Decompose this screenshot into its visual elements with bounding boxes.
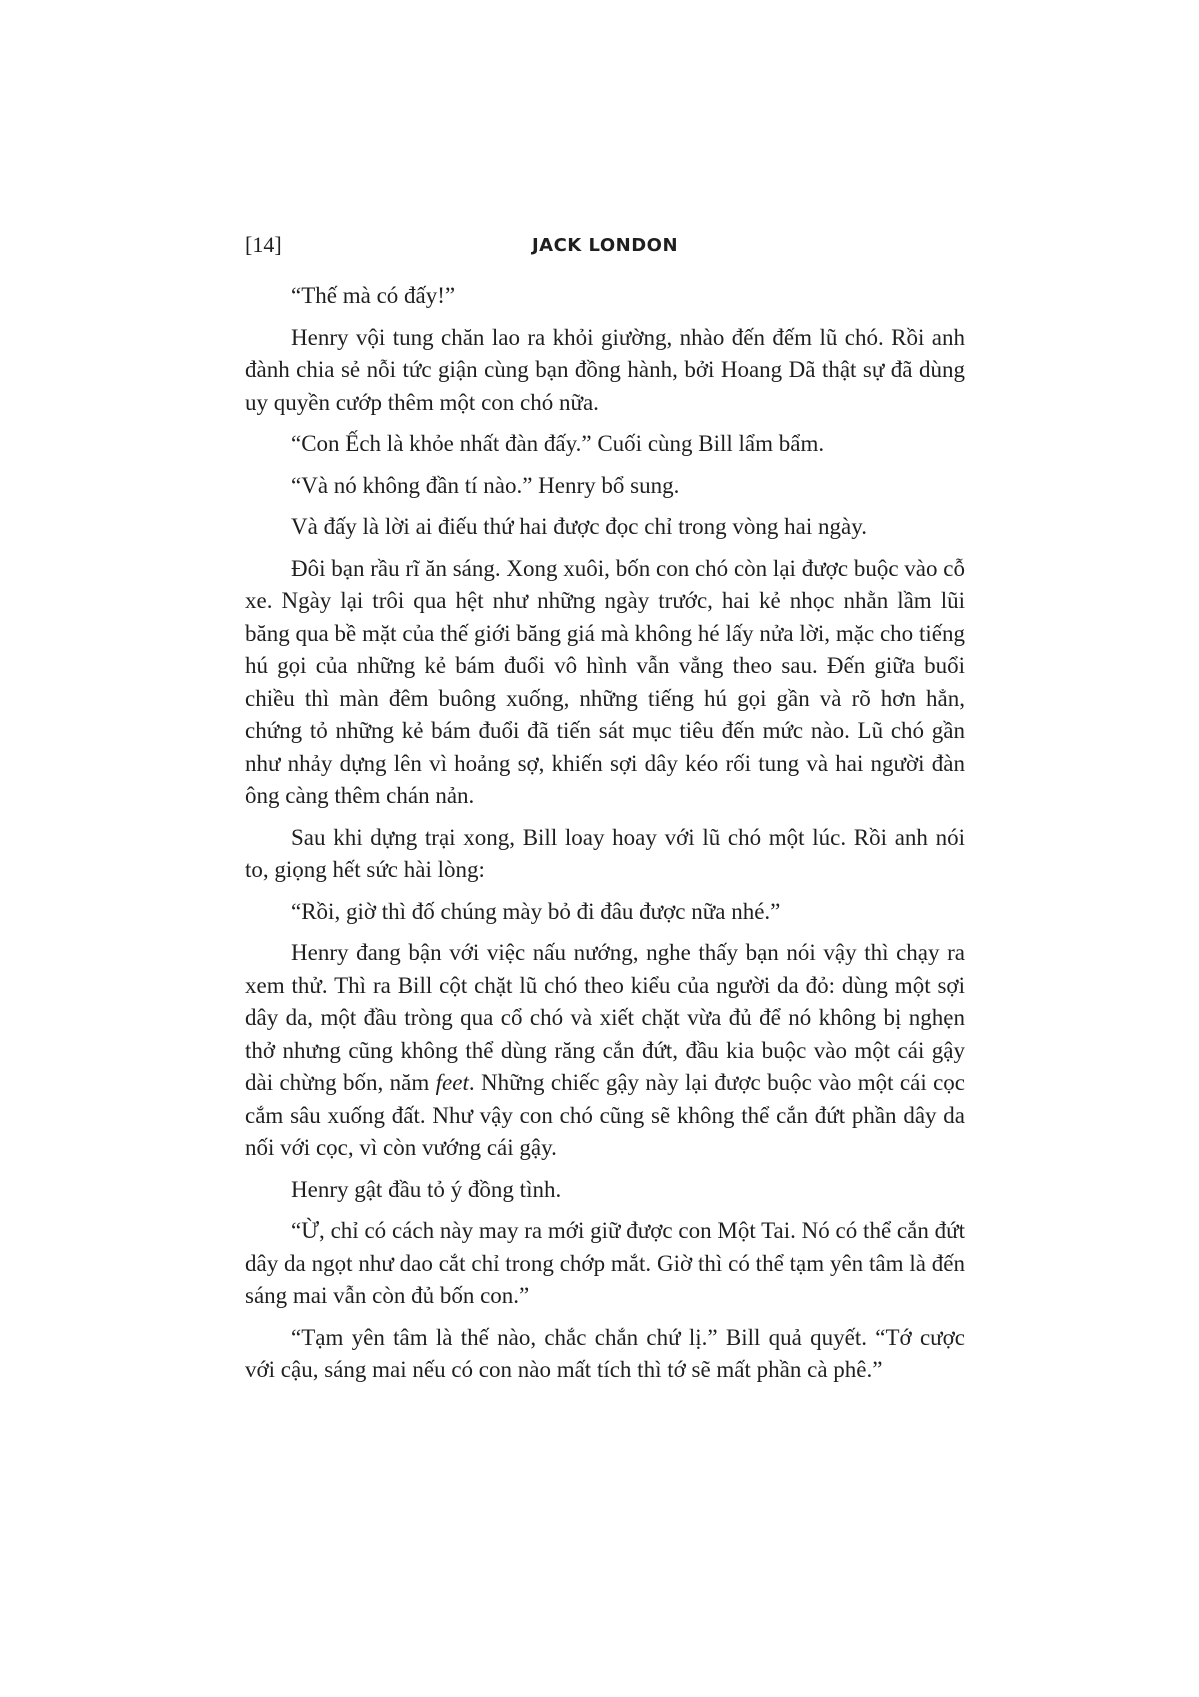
paragraph-with-italic [245,937,965,1165]
italic-term: feet [435,1070,469,1095]
book-author: JACK LONDON [531,235,679,256]
paragraph-text: . Những chiếc gậy này lại được buộc vào một cái cọc cắm sâu xuống đất. Như vậy con chó cũng sẽ không thể cắn đứt phần dây da nối với cọc, vì còn vướng cái gậy. [245,1070,965,1160]
paragraph: “Thế mà có đấy!” [291,283,456,308]
paragraph: Henry vội tung chăn lao ra khỏi giường, nhào đến đếm lũ chó. Rồi anh đành chia sẻ nỗi tức giận cùng bạn đồng hành, bởi Hoang Dã thật sự đã dùng uy quyền cướp thêm một con chó nữa. [245,324,965,415]
paragraph: “Ừ, chỉ có cách này may ra mới giữ được con Một Tai. Nó có thể cắn đứt dây da ngọt như dao cắt chỉ trong chớp mắt. Giờ thì có thể tạm yên tâm là đến sáng mai vẫn còn đủ bốn con.” [245,1218,965,1308]
paragraph: Henry gật đầu tỏ ý đồng tình. [291,1176,562,1202]
paragraph: “Rồi, giờ thì đố chúng mày bỏ đi đâu được nữa nhé.” [291,898,781,924]
running-head [245,230,965,264]
page-number: [14] [245,232,282,257]
paragraph: “Con Ếch là khỏe nhất đàn đấy.” Cuối cùng Bill lẩm bẩm. [291,431,825,456]
paragraph: Sau khi dựng trại xong, Bill loay hoay với lũ chó một lúc. Rồi anh nói to, giọng hết sức hài lòng: [245,824,965,882]
paragraph-text: Henry đang bận với việc nấu nướng, nghe thấy bạn nói vậy thì chạy ra xem thử. Thì ra Bill cột chặt lũ chó theo kiểu của người da đỏ: dùng một sợi dây da, một đầu tròng qua cổ chó và xiết chặt vừa đủ để nó không bị nghẹn thở nhưng cũng không thể dùng răng cắn đứt, đầu kia buộc vào một cái gậy dài chừng bốn, năm [245,940,965,1095]
body-text [245,280,965,1396]
paragraph: “Và nó không đần tí nào.” Henry bổ sung. [291,472,680,498]
paragraph: Và đấy là lời ai điếu thứ hai được đọc chỉ trong vòng hai ngày. [291,514,867,539]
paragraph: “Tạm yên tâm là thế nào, chắc chắn chứ lị.” Bill quả quyết. “Tớ cược với cậu, sáng mai nếu có con nào mất tích thì tớ sẽ mất phần cà phê.” [245,1324,965,1382]
paragraph: Đôi bạn rầu rĩ ăn sáng. Xong xuôi, bốn con chó còn lại được buộc vào cỗ xe. Ngày lại trôi qua hệt như những ngày trước, hai kẻ nhọc nhằn lầm lũi băng qua bề mặt của thế giới băng giá mà không hé lấy nửa lời, mặc cho tiếng hú gọi của những kẻ bám đuổi vô hình vẫn vẳng theo sau. Đến giữa buổi chiều thì màn đêm buông xuống, những tiếng hú gọi gần và rõ hơn hẳn, chứng tỏ những kẻ bám đuổi đã tiến sát mục tiêu đến mức nào. Lũ chó gần như nhảy dựng lên vì hoảng sợ, khiến sợi dây kéo rối tung và hai người đàn ông càng thêm chán nản. [245,555,965,808]
